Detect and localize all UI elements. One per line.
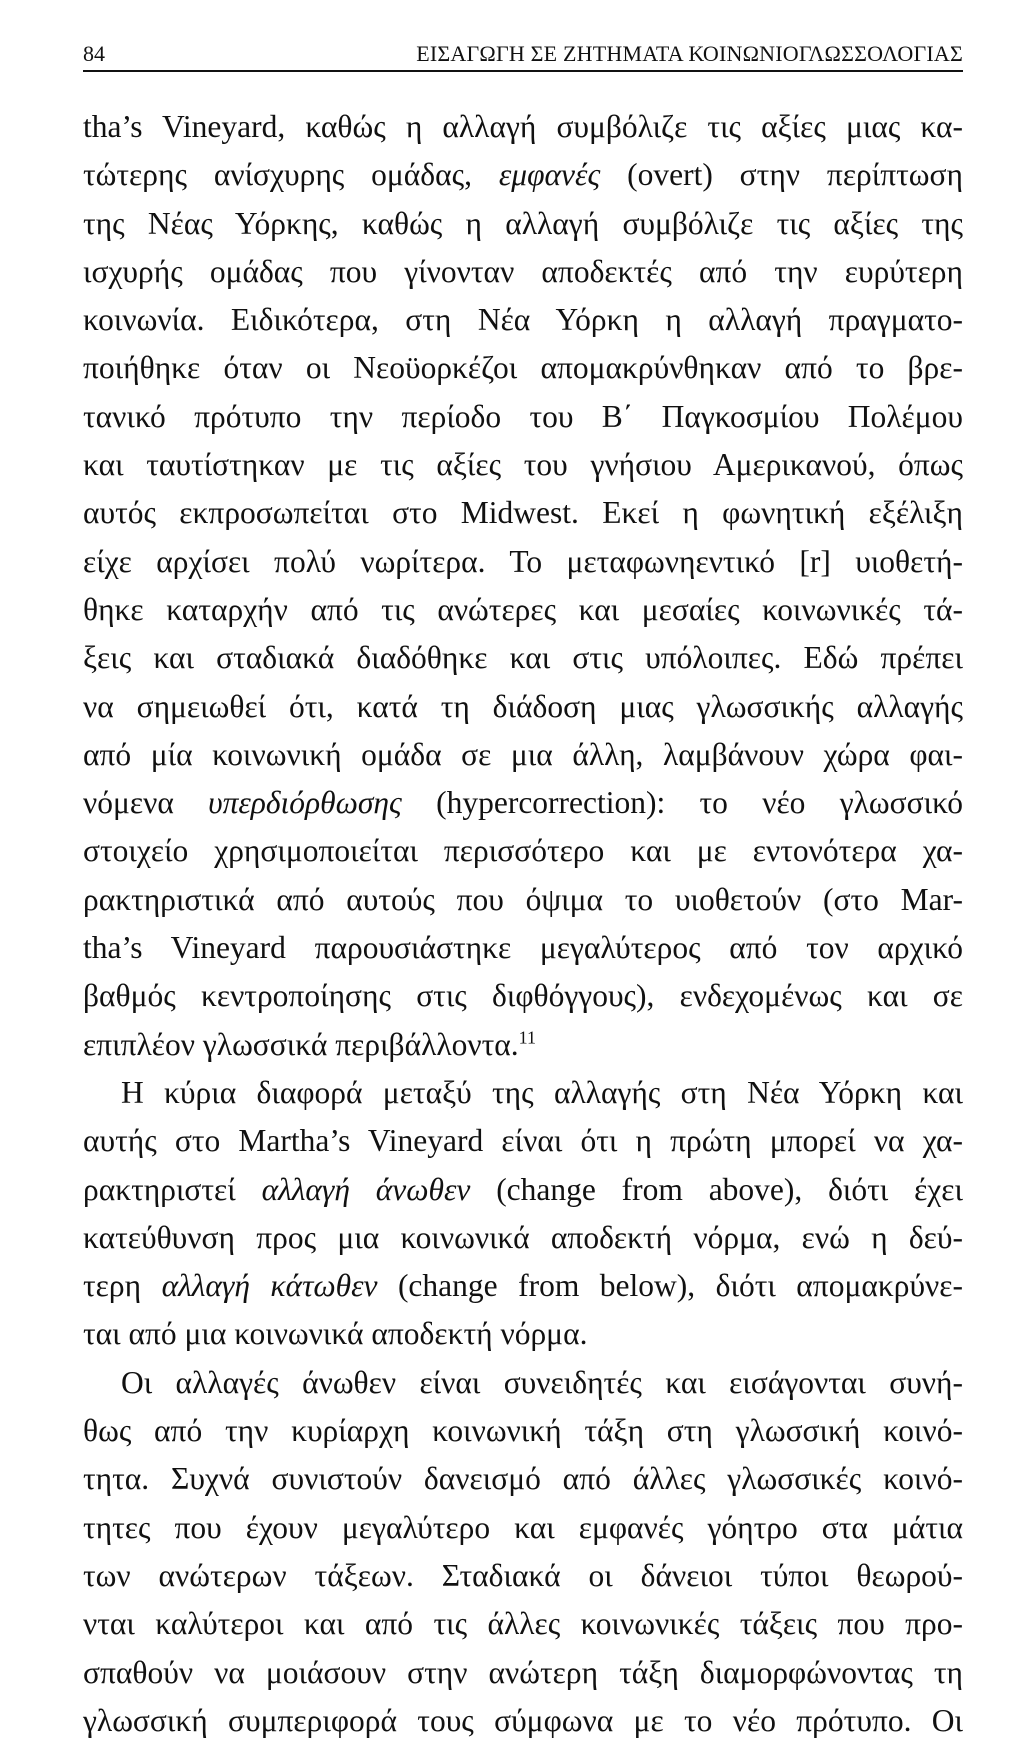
text-line <box>83 1117 963 1165</box>
footnote-marker: 11 <box>518 1027 536 1048</box>
line-text: επιπλέον γλωσσικά περιβάλλοντα. <box>83 1026 519 1062</box>
line-text: θηκε καταρχήν από τις ανώτερες και μεσαίες κοινωνικές τά- <box>83 591 963 627</box>
text-line <box>83 1552 963 1600</box>
text-line <box>83 344 963 392</box>
line-text: ρακτηριστεί <box>83 1171 262 1207</box>
text-line <box>83 827 963 875</box>
line-text: (change from below), διότι απομακρύνε- <box>377 1268 963 1304</box>
italic-term: εμφανές <box>498 157 601 193</box>
line-text: ισχυρής ομάδας που γίνονταν αποδεκτές από την ευρύτερη <box>83 253 963 289</box>
line-text: και ταυτίστηκαν με τις αξίες του γνήσιου Αμερικανού, όπως <box>83 447 963 483</box>
text-line <box>83 1214 963 1262</box>
line-text: τητα. Συχνά συνιστούν δανεισμό από άλλες γλωσσικές κοινό- <box>83 1461 963 1497</box>
text-line <box>83 1697 963 1745</box>
line-text: νται καλύτεροι και από τις άλλες κοινωνικές τάξεις που προ- <box>83 1606 963 1642</box>
line-text: είχε αρχίσει πολύ νωρίτερα. Το μεταφωνηεντικό [r] υιοθετή- <box>83 543 963 579</box>
italic-term: αλλαγή κάτωθεν <box>161 1268 378 1304</box>
line-text: νόμενα <box>83 785 209 821</box>
line-text: ποιήθηκε όταν οι Νεοϋορκέζοι απομακρύνθηκαν από το βρε- <box>83 350 963 386</box>
text-line <box>83 538 963 586</box>
line-text: βαθμός κεντροποίησης στις διφθόγγους), ενδεχομένως και σε <box>83 978 963 1014</box>
text-line <box>83 683 963 731</box>
text-line <box>83 1504 963 1552</box>
text-line <box>83 200 963 248</box>
line-text: θως από την κυρίαρχη κοινωνική τάξη στη γλωσσική κοινό- <box>83 1413 963 1449</box>
italic-term: υπερδιόρθωσης <box>208 785 402 821</box>
text-line <box>83 1262 963 1310</box>
text-line <box>83 296 963 344</box>
text-line <box>83 586 963 634</box>
running-title: ΕΙΣΑΓΩΓΗ ΣΕ ΖΗΤΗΜΑΤΑ ΚΟΙΝΩΝΙΟΓΛΩΣΣΟΛΟΓΙΑΣ <box>416 41 963 66</box>
line-text: ρακτηριστικά από αυτούς που όψιμα το υιοθετούν (στο Mar- <box>83 881 963 917</box>
line-text: Η κύρια διαφορά μεταξύ της αλλαγής στη Νέα Υόρκη και <box>121 1074 963 1110</box>
line-text: ται από μια κοινωνικά αποδεκτή νόρμα. <box>83 1316 588 1352</box>
line-text: στοιχείο χρησιμοποιείται περισσότερο και με εντονότερα χα- <box>83 833 963 869</box>
text-line <box>83 731 963 779</box>
line-text: να σημειωθεί ότι, κατά τη διάδοση μιας γλωσσικής αλλαγής <box>83 688 963 724</box>
text-line <box>83 1600 963 1648</box>
line-text: από μία κοινωνική ομάδα σε μια άλλη, λαμβάνουν χώρα φαι- <box>83 736 963 772</box>
line-text: σπαθούν να μοιάσουν στην ανώτερη τάξη διαμορφώνοντας τη <box>83 1654 963 1690</box>
text-line <box>83 1407 963 1455</box>
text-line <box>83 103 963 151</box>
line-text: (change from above), διότι έχει <box>470 1171 963 1207</box>
text-line <box>83 1310 963 1358</box>
line-text: tha’s Vineyard παρουσιάστηκε μεγαλύτερος από τον αρχικό <box>83 930 963 966</box>
line-text: (overt) στην περίπτωση <box>600 157 963 193</box>
line-text: ξεις και σταδιακά διαδόθηκε και στις υπόλοιπες. Εδώ πρέπει <box>83 640 963 676</box>
line-text: (hypercorrection): το νέο γλωσσικό <box>401 785 963 821</box>
line-text: γλωσσική συμπεριφορά τους σύμφωνα με το νέο πρότυπο. Οι <box>83 1702 963 1738</box>
text-line <box>83 1649 963 1697</box>
text-line <box>83 1455 963 1503</box>
text-line <box>83 1021 963 1069</box>
text-line <box>83 924 963 972</box>
text-line <box>83 1069 963 1117</box>
text-line <box>83 248 963 296</box>
line-text: τητες που έχουν μεγαλύτερο και εμφανές γόητρο στα μάτια <box>83 1509 963 1545</box>
text-line <box>83 441 963 489</box>
text-line <box>83 393 963 441</box>
text-line <box>83 876 963 924</box>
line-text: των ανώτερων τάξεων. Σταδιακά οι δάνειοι τύποι θεωρού- <box>83 1557 963 1593</box>
text-line <box>83 489 963 537</box>
text-line <box>83 151 963 199</box>
text-line <box>83 779 963 827</box>
text-line <box>83 972 963 1020</box>
italic-term: αλλαγή άνωθεν <box>261 1171 471 1207</box>
line-text: tha’s Vineyard, καθώς η αλλαγή συμβόλιζε τις αξίες μιας κα- <box>83 109 963 144</box>
text-line <box>83 1359 963 1407</box>
line-text: κοινωνία. Ειδικότερα, στη Νέα Υόρκη η αλλαγή πραγματο- <box>83 302 963 338</box>
body-text <box>83 103 963 1745</box>
page-number: 84 <box>83 41 105 66</box>
text-line <box>83 1166 963 1214</box>
line-text: της Νέας Υόρκης, καθώς η αλλαγή συμβόλιζε τις αξίες της <box>83 205 963 241</box>
line-text: τανικό πρότυπο την περίοδο του Β΄ Παγκοσμίου Πολέμου <box>83 398 963 434</box>
line-text: τώτερης ανίσχυρης ομάδας, <box>83 157 499 193</box>
line-text: Οι αλλαγές άνωθεν είναι συνειδητές και εισάγονται συνή- <box>121 1364 963 1400</box>
line-text: αυτός εκπροσωπείται στο Midwest. Εκεί η φωνητική εξέλιξη <box>83 495 963 531</box>
running-header <box>83 40 963 72</box>
text-line <box>83 634 963 682</box>
line-text: αυτής στο Martha’s Vineyard είναι ότι η πρώτη μπορεί να χα- <box>83 1123 963 1159</box>
line-text: κατεύθυνση προς μια κοινωνικά αποδεκτή νόρμα, ενώ η δεύ- <box>83 1219 963 1255</box>
line-text: τερη <box>83 1268 162 1304</box>
